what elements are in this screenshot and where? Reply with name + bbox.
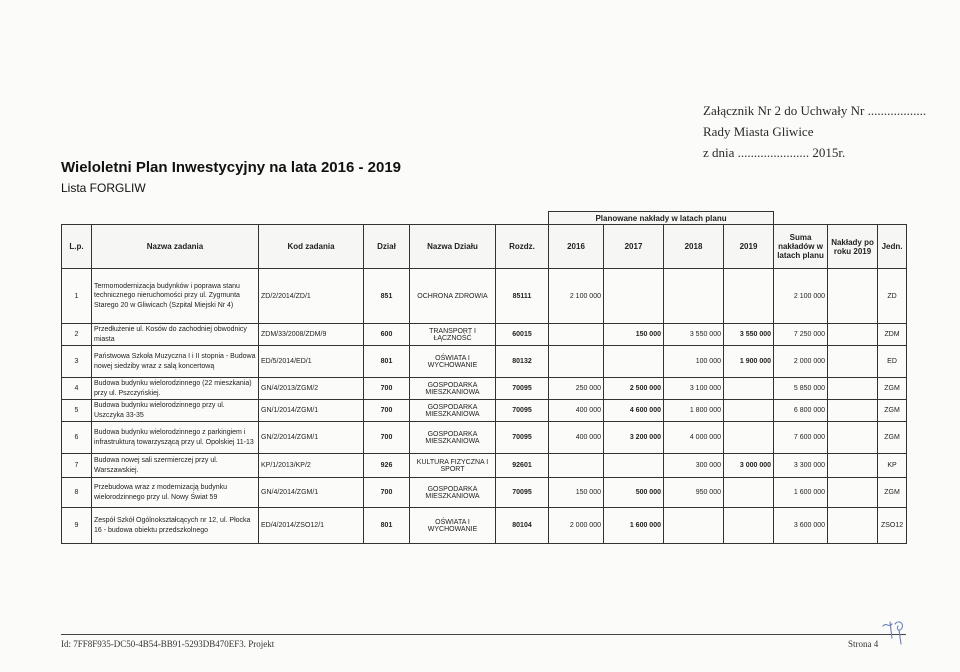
table-row	[62, 422, 907, 454]
cell-2019	[724, 378, 774, 400]
cell-unit: ED	[878, 346, 907, 378]
cell-lp: 3	[62, 346, 92, 378]
cell-dzial: 801	[364, 346, 410, 378]
cell-task-code: ED/4/2014/ZSO12/1	[259, 508, 364, 544]
cell-unit: KP	[878, 454, 907, 478]
cell-lp: 9	[62, 508, 92, 544]
cell-after-2019	[828, 508, 878, 544]
cell-lp: 2	[62, 324, 92, 346]
cell-sum: 3 300 000	[774, 454, 828, 478]
cell-dzial: 700	[364, 400, 410, 422]
cell-after-2019	[828, 400, 878, 422]
cell-2016: 400 000	[549, 422, 604, 454]
cell-rozdz: 60015	[496, 324, 549, 346]
cell-task-code: KP/1/2013/KP/2	[259, 454, 364, 478]
cell-after-2019	[828, 324, 878, 346]
cell-2017	[604, 346, 664, 378]
investment-plan-table	[61, 211, 907, 544]
table-row	[62, 378, 907, 400]
cell-unit: ZD	[878, 269, 907, 324]
header-unit: Jedn.	[878, 225, 907, 269]
cell-dzial-name: GOSPODARKA MIESZKANIOWA	[410, 400, 496, 422]
document-id: Id: 7FF8F935-DC50-4B54-BB91-5293DB470EF3. Projekt	[61, 639, 275, 649]
cell-task-code: GN/4/2013/ZGM/2	[259, 378, 364, 400]
cell-after-2019	[828, 454, 878, 478]
cell-2018: 300 000	[664, 454, 724, 478]
handwritten-initials	[880, 618, 908, 648]
cell-task-code: GN/1/2014/ZGM/1	[259, 400, 364, 422]
cell-rozdz: 70095	[496, 378, 549, 400]
list-subtitle: Lista FORGLIW	[61, 181, 146, 195]
annex-note	[703, 100, 926, 163]
table-row	[62, 346, 907, 378]
header-task-name: Nazwa zadania	[92, 225, 259, 269]
planned-outlays-group-header: Planowane nakłady w latach planu	[549, 212, 774, 225]
cell-dzial: 700	[364, 422, 410, 454]
cell-task-name: Budowa budynku wielorodzinnego (22 mieszkania) przy ul. Pszczyńskiej.	[92, 378, 259, 400]
cell-2016	[549, 324, 604, 346]
header-task-code: Kod zadania	[259, 225, 364, 269]
cell-sum: 2 000 000	[774, 346, 828, 378]
cell-lp: 1	[62, 269, 92, 324]
cell-unit: ZDM	[878, 324, 907, 346]
cell-2018: 1 800 000	[664, 400, 724, 422]
cell-task-name: Budowa nowej sali szermierczej przy ul. Warszawskiej.	[92, 454, 259, 478]
cell-rozdz: 70095	[496, 400, 549, 422]
cell-after-2019	[828, 346, 878, 378]
cell-dzial-name: OŚWIATA I WYCHOWANIE	[410, 508, 496, 544]
header-dzial-name: Nazwa Działu	[410, 225, 496, 269]
cell-task-code: ED/5/2014/ED/1	[259, 346, 364, 378]
footer-divider	[61, 634, 906, 635]
cell-task-name: Budowa budynku wielorodzinnego z parkingiem i infrastrukturą towarzyszącą przy ul. Opolskiej 11-13	[92, 422, 259, 454]
cell-dzial-name: OCHRONA ZDROWIA	[410, 269, 496, 324]
cell-sum: 6 800 000	[774, 400, 828, 422]
page-number: Strona 4	[848, 639, 879, 649]
table-row	[62, 400, 907, 422]
cell-2018: 950 000	[664, 478, 724, 508]
cell-task-name: Państwowa Szkoła Muzyczna I i II stopnia - Budowa nowej siedziby wraz z salą koncertową	[92, 346, 259, 378]
cell-lp: 5	[62, 400, 92, 422]
annex-line-resolution: Załącznik Nr 2 do Uchwały Nr ..................	[703, 103, 927, 118]
cell-dzial-name: TRANSPORT I ŁĄCZNOŚĆ	[410, 324, 496, 346]
cell-2016: 2 000 000	[549, 508, 604, 544]
cell-2017: 3 200 000	[604, 422, 664, 454]
cell-dzial: 700	[364, 478, 410, 508]
table-row	[62, 269, 907, 324]
cell-2017	[604, 454, 664, 478]
cell-2016: 250 000	[549, 378, 604, 400]
cell-dzial-name: OŚWIATA I WYCHOWANIE	[410, 346, 496, 378]
cell-task-code: GN/4/2014/ZGM/1	[259, 478, 364, 508]
cell-dzial: 700	[364, 378, 410, 400]
cell-2019	[724, 508, 774, 544]
cell-task-name: Termomodernizacja budynków i poprawa stanu technicznego nieruchomości przy ul. Zygmunta Starego 20 w Gliwicach (Szpital Miejski Nr 4)	[92, 269, 259, 324]
cell-unit: ZSO12	[878, 508, 907, 544]
header-2016: 2016	[549, 225, 604, 269]
cell-2018: 100 000	[664, 346, 724, 378]
cell-2016: 150 000	[549, 478, 604, 508]
cell-2019	[724, 400, 774, 422]
cell-2018: 3 550 000	[664, 324, 724, 346]
annex-line-date: z dnia ...................... 2015r.	[703, 145, 846, 160]
cell-dzial-name: KULTURA FIZYCZNA I SPORT	[410, 454, 496, 478]
cell-2016: 400 000	[549, 400, 604, 422]
cell-unit: ZGM	[878, 478, 907, 508]
cell-2018: 3 100 000	[664, 378, 724, 400]
cell-task-code: ZDM/33/2008/ZDM/9	[259, 324, 364, 346]
cell-2017: 500 000	[604, 478, 664, 508]
cell-dzial: 926	[364, 454, 410, 478]
cell-dzial-name: GOSPODARKA MIESZKANIOWA	[410, 378, 496, 400]
cell-2018: 4 000 000	[664, 422, 724, 454]
cell-after-2019	[828, 378, 878, 400]
header-2019: 2019	[724, 225, 774, 269]
cell-rozdz: 70095	[496, 422, 549, 454]
cell-unit: ZGM	[878, 422, 907, 454]
table-row	[62, 478, 907, 508]
cell-lp: 8	[62, 478, 92, 508]
cell-rozdz: 85111	[496, 269, 549, 324]
cell-2019	[724, 269, 774, 324]
cell-2019: 1 900 000	[724, 346, 774, 378]
cell-2019: 3 000 000	[724, 454, 774, 478]
cell-2017: 150 000	[604, 324, 664, 346]
cell-unit: ZGM	[878, 400, 907, 422]
cell-2019: 3 550 000	[724, 324, 774, 346]
cell-2018	[664, 508, 724, 544]
cell-dzial: 600	[364, 324, 410, 346]
cell-2018	[664, 269, 724, 324]
header-lp: L.p.	[62, 225, 92, 269]
document-title: Wieloletni Plan Inwestycyjny na lata 2016 - 2019	[61, 159, 402, 176]
cell-2017: 2 500 000	[604, 378, 664, 400]
header-2018: 2018	[664, 225, 724, 269]
cell-dzial-name: GOSPODARKA MIESZKANIOWA	[410, 478, 496, 508]
cell-task-name: Budowa budynku wielorodzinnego przy ul. Uszczyka 33-35	[92, 400, 259, 422]
cell-sum: 1 600 000	[774, 478, 828, 508]
cell-dzial-name: GOSPODARKA MIESZKANIOWA	[410, 422, 496, 454]
cell-rozdz: 80104	[496, 508, 549, 544]
header-rozdz: Rozdz.	[496, 225, 549, 269]
cell-task-code: GN/2/2014/ZGM/1	[259, 422, 364, 454]
table-row	[62, 508, 907, 544]
cell-2019	[724, 422, 774, 454]
cell-sum: 5 850 000	[774, 378, 828, 400]
cell-after-2019	[828, 269, 878, 324]
cell-lp: 6	[62, 422, 92, 454]
header-sum: Suma nakładów w latach planu	[774, 225, 828, 269]
table-row	[62, 454, 907, 478]
cell-2016	[549, 454, 604, 478]
cell-task-name: Przedłużenie ul. Kosów do zachodniej obwodnicy miasta	[92, 324, 259, 346]
header-after-2019: Nakłady po roku 2019	[828, 225, 878, 269]
cell-after-2019	[828, 422, 878, 454]
cell-task-code: ZD/2/2014/ZD/1	[259, 269, 364, 324]
header-dzial: Dział	[364, 225, 410, 269]
cell-dzial: 801	[364, 508, 410, 544]
cell-2016	[549, 346, 604, 378]
cell-after-2019	[828, 478, 878, 508]
cell-sum: 7 250 000	[774, 324, 828, 346]
cell-2017	[604, 269, 664, 324]
cell-task-name: Przebudowa wraz z modernizacją budynku wielorodzinnego przy ul. Nowy Świat 59	[92, 478, 259, 508]
table-row	[62, 324, 907, 346]
cell-dzial: 851	[364, 269, 410, 324]
cell-2017: 1 600 000	[604, 508, 664, 544]
cell-lp: 4	[62, 378, 92, 400]
cell-unit: ZGM	[878, 378, 907, 400]
cell-sum: 7 600 000	[774, 422, 828, 454]
cell-2016: 2 100 000	[549, 269, 604, 324]
cell-rozdz: 70095	[496, 478, 549, 508]
cell-sum: 3 600 000	[774, 508, 828, 544]
cell-2019	[724, 478, 774, 508]
cell-rozdz: 80132	[496, 346, 549, 378]
cell-2017: 4 600 000	[604, 400, 664, 422]
annex-line-council: Rady Miasta Gliwice	[703, 124, 814, 139]
cell-task-name: Zespół Szkół Ogólnokształcących nr 12, ul. Płocka 16 - budowa obiektu przedszkolnego	[92, 508, 259, 544]
header-2017: 2017	[604, 225, 664, 269]
cell-sum: 2 100 000	[774, 269, 828, 324]
cell-rozdz: 92601	[496, 454, 549, 478]
cell-lp: 7	[62, 454, 92, 478]
